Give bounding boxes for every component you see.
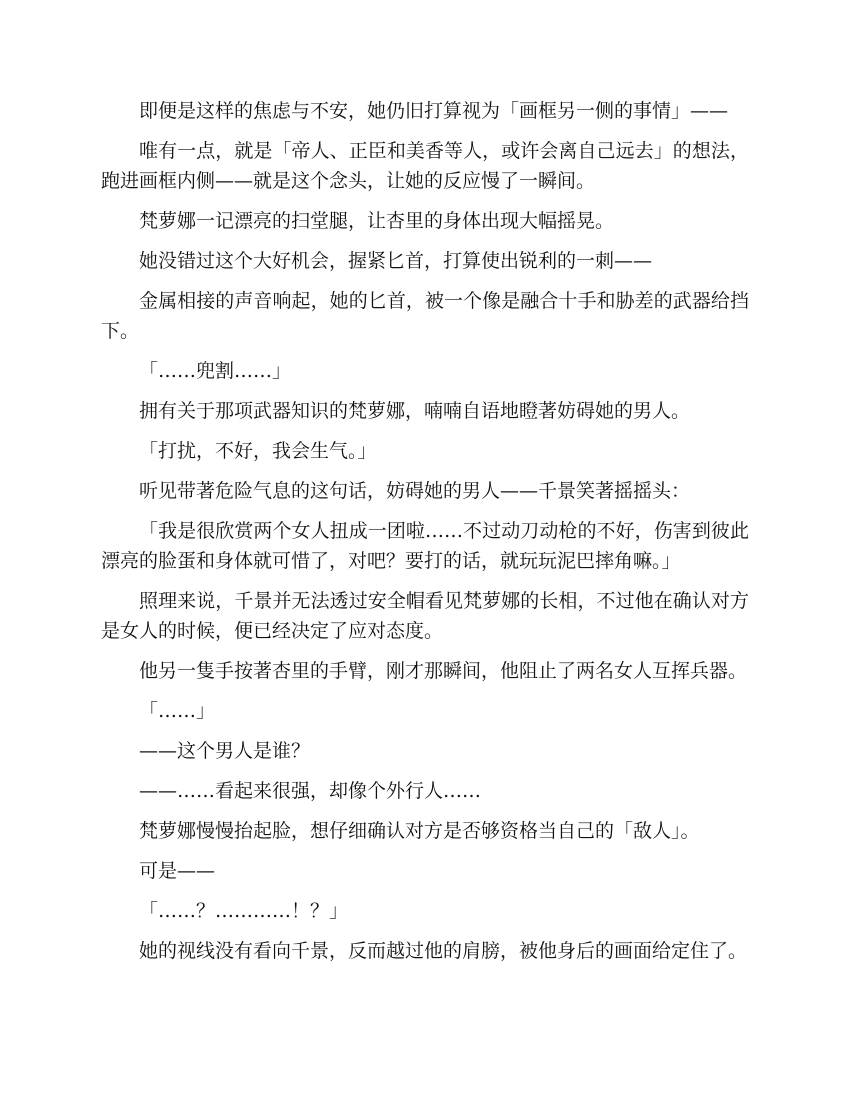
- paragraph: 她的视线没有看向千景，反而越过他的肩膀，被他身后的画面给定住了。: [139, 940, 748, 962]
- paragraph: 梵萝娜慢慢抬起脸，想仔细确认对方是否够资格当自己的「敌人」。: [139, 820, 700, 842]
- paragraph: 唯有一点，就是「帝人、正臣和美香等人，或许会离自己远去」的想法，跑进画框内侧——就是这个念头，让她的反应慢了一瞬间。: [101, 140, 749, 192]
- paragraph: 拥有关于那项武器知识的梵萝娜，喃喃自语地瞪著妨碍她的男人。: [139, 400, 691, 422]
- paragraph: ——……看起来很强，却像个外行人……: [139, 780, 482, 802]
- paragraph: 她没错过这个大好机会，握紧匕首，打算使出锐利的一刺——: [139, 250, 653, 272]
- paragraph: 「……兜割……」: [139, 360, 292, 382]
- paragraph: 「打扰，不好，我会生气。」: [139, 440, 377, 462]
- paragraph: 「……」: [139, 700, 216, 722]
- paragraph: 听见带著危险气息的这句话，妨碍她的男人——千景笑著摇摇头：: [139, 480, 691, 502]
- paragraph: 即便是这样的焦虑与不安，她仍旧打算视为「画框另一侧的事情」——: [139, 100, 729, 122]
- paragraph: ——这个男人是谁？: [139, 740, 311, 762]
- paragraph: 金属相接的声音响起，她的匕首，被一个像是融合十手和胁差的武器给挡下。: [101, 290, 749, 342]
- paragraph: 梵萝娜一记漂亮的扫堂腿，让杏里的身体出现大幅摇晃。: [139, 210, 615, 232]
- paragraph: 他另一隻手按著杏里的手臂，刚才那瞬间，他阻止了两名女人互挥兵器。: [139, 660, 748, 682]
- paragraph: 「……？…………！？」: [139, 900, 349, 922]
- paragraph: 可是——: [139, 860, 216, 882]
- text-body: [101, 96, 749, 976]
- paragraph: 「我是很欣赏两个女人扭成一团啦……不过动刀动枪的不好，伤害到彼此漂亮的脸蛋和身体就可惜了，对吧？要打的话，就玩玩泥巴摔角嘛。」: [101, 520, 749, 572]
- paragraph: 照理来说，千景并无法透过安全帽看见梵萝娜的长相，不过他在确认对方是女人的时候，便已经决定了应对态度。: [101, 590, 749, 642]
